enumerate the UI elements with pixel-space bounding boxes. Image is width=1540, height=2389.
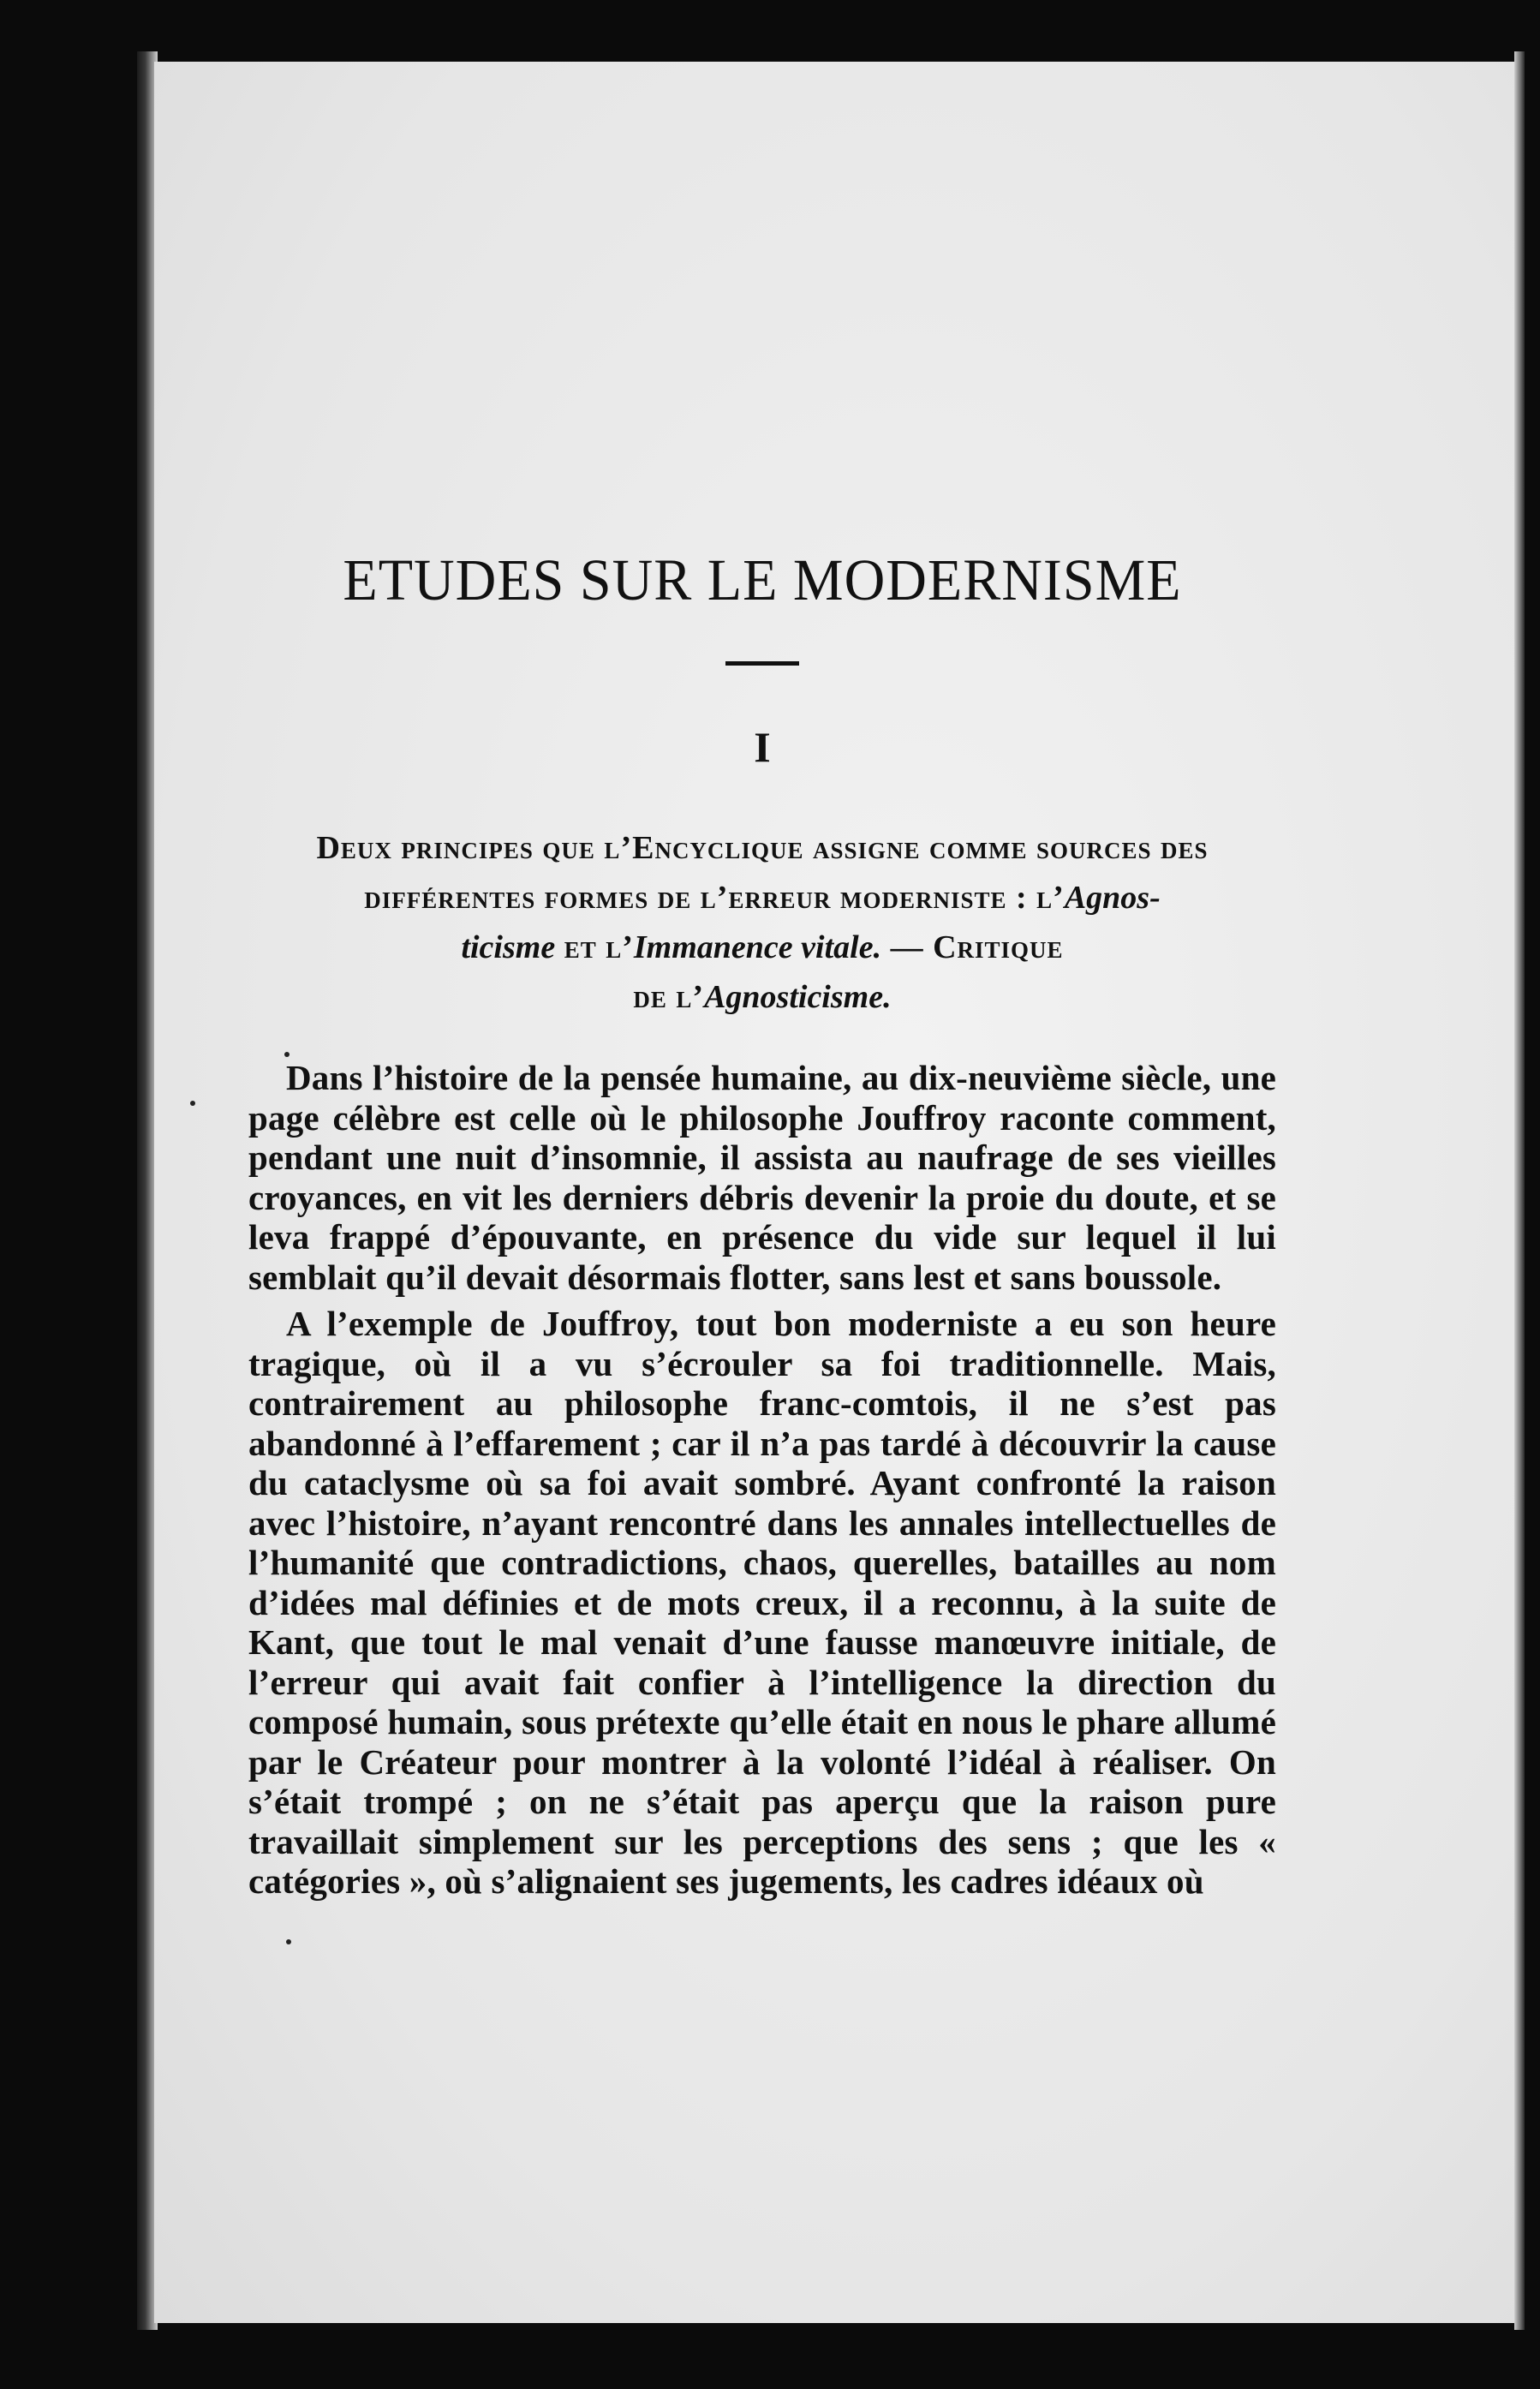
title-rule — [725, 661, 799, 666]
page-content — [248, 548, 1276, 1902]
summary-critique: — Critique — [881, 929, 1064, 965]
summary-connector: et l’ — [555, 929, 634, 965]
summary-term-immanence: Immanence vitale. — [633, 929, 882, 965]
section-numeral: I — [754, 723, 771, 771]
scan-speck — [284, 1052, 289, 1057]
summary-term-agnosticisme: Agnos- — [1064, 880, 1161, 916]
page-right-edge — [1514, 51, 1525, 2330]
summary-line-1: Deux principes que l’Encyclique assigne comme sources des — [316, 830, 1209, 866]
body-text — [248, 1058, 1276, 1902]
summary-line-2: différentes formes de l’erreur moderniste : l’ — [364, 880, 1065, 916]
summary-term-ticisme: ticisme — [461, 929, 556, 965]
summary-line-4: de l’ — [633, 979, 705, 1015]
summary-term-agnosticisme-2: Agnosticisme. — [704, 979, 892, 1015]
page-title: ETUDES SUR LE MODERNISME — [343, 547, 1182, 613]
paragraph-1: Dans l’histoire de la pensée humaine, au dix-neuvième siècle, une page célèbre est celle où le philosophe Jouffroy raconte comment, pendant une nuit d’insomnie, il assista au naufrage de ses vieilles croyances, en vit les derniers débris devenir la proie du doute, et se leva frappé d’épouvante, en présence du vide sur lequel il lui semblait qu’il devait désormais flotter, sans lest et sans boussole. — [248, 1058, 1276, 1297]
chapter-summary — [248, 823, 1276, 1022]
scan-speck — [286, 1939, 291, 1944]
scan-speck — [190, 1101, 195, 1106]
paragraph-2: A l’exemple de Jouffroy, tout bon moderniste a eu son heure tragique, où il a vu s’écrouler sa foi traditionnelle. Mais, contrairement au philosophe franc-comtois, il ne s’est pas abandonné à l’effarement ; car il n’a pas tardé à découvrir la cause du cataclysme où sa foi avait sombré. Ayant confronté la raison avec l’histoire, n’ayant rencontré dans les annales intellectuelles de l’humanité que contradictions, chaos, querelles, batailles au nom d’idées mal définies et de mots creux, il a reconnu, à la suite de Kant, que tout le mal venait d’une fausse manœuvre initiale, de l’erreur qui avait fait confier à l’intelligence la direction du composé humain, sous prétexte qu’elle était en nous le phare allumé par le Créateur pour montrer à la volonté l’idéal à réaliser. On s’était trompé ; on ne s’était pas aperçu que la raison pure travaillait simplement sur les perceptions des sens ; que les « catégories », où s’alignaient ses jugements, les cadres idéaux où — [248, 1304, 1276, 1901]
